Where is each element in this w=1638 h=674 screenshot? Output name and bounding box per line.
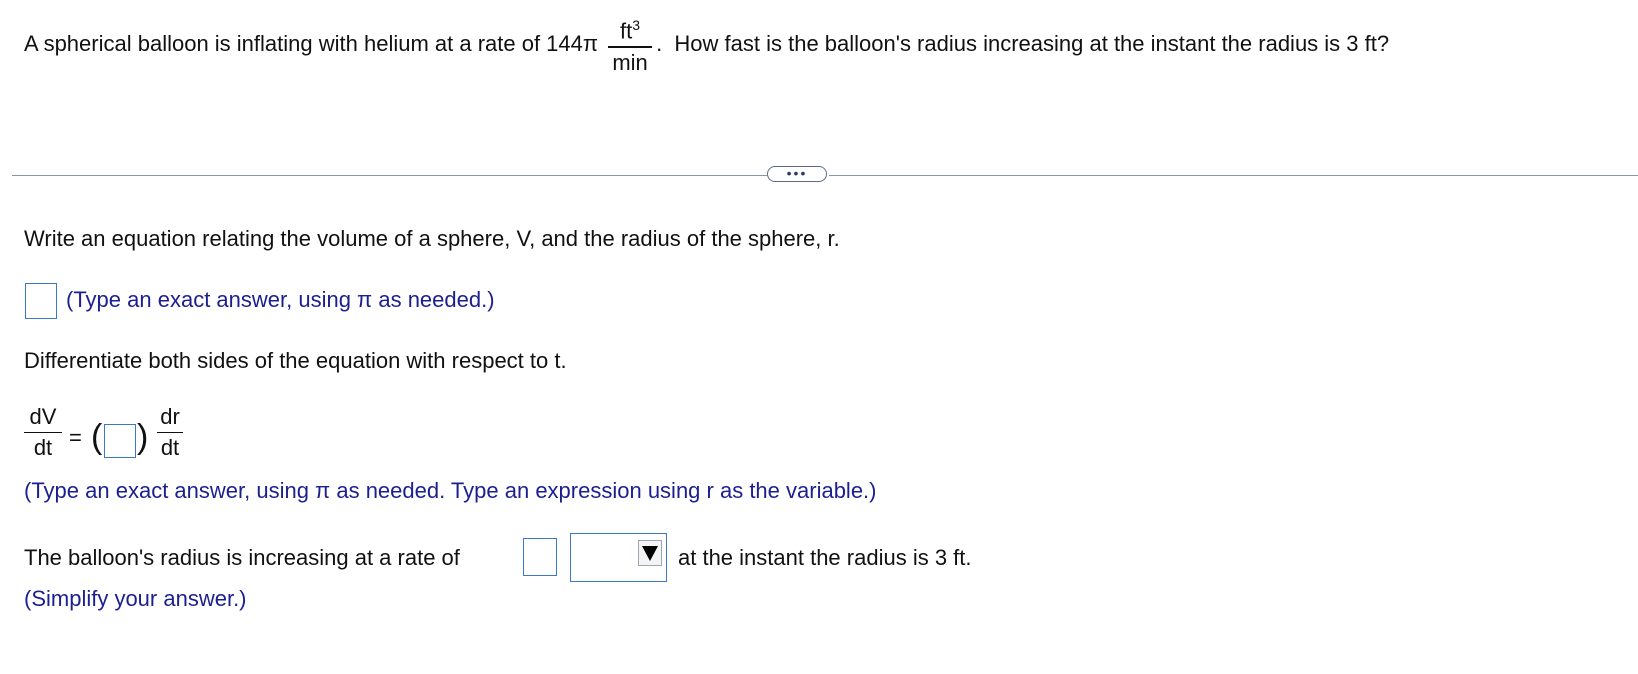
- rate-unit-denominator: min: [612, 50, 648, 76]
- equals-sign: =: [69, 425, 82, 450]
- dt-denominator: dt: [160, 435, 180, 460]
- volume-equation-input[interactable]: [25, 283, 57, 319]
- show-more-button[interactable]: •••: [767, 166, 827, 182]
- dropdown-arrow-icon[interactable]: [638, 540, 662, 566]
- units-dropdown[interactable]: [570, 533, 667, 582]
- fraction-bar: [157, 432, 183, 433]
- step3-text-before: The balloon's radius is increasing at a rate of: [24, 545, 460, 570]
- step1-hint: (Type an exact answer, using π as needed.): [66, 287, 495, 312]
- step3-hint: (Simplify your answer.): [24, 586, 247, 611]
- rate-unit-fraction: [608, 12, 652, 76]
- step1-prompt: Write an equation relating the volume of a sphere, V, and the radius of the sphere, r.: [24, 226, 840, 251]
- step2-prompt: Differentiate both sides of the equation with respect to t.: [24, 348, 567, 373]
- question-text-after: . How fast is the balloon's radius increasing at the instant the radius is 3 ft?: [656, 31, 1390, 56]
- dt-denominator: dt: [33, 435, 53, 460]
- fraction-bar: [24, 432, 62, 433]
- question-text-before: A spherical balloon is inflating with helium at a rate of 144π: [24, 31, 599, 56]
- radius-rate-input[interactable]: [523, 538, 557, 576]
- fraction-bar: [608, 46, 652, 48]
- dr-dt-fraction: [157, 404, 183, 461]
- dv-numerator: dV: [29, 404, 57, 429]
- close-paren: ): [137, 418, 149, 456]
- step2-hint: (Type an exact answer, using π as needed. Type an expression using r as the variable.): [24, 478, 877, 503]
- rate-unit-numerator: ft: [620, 18, 633, 44]
- rate-unit-exponent: 3: [632, 16, 641, 33]
- dr-numerator: dr: [160, 404, 180, 429]
- divider-line-left: [12, 175, 767, 176]
- dv-dt-fraction: [24, 404, 62, 461]
- divider-line-right: [829, 175, 1638, 176]
- triangle-down-icon: [639, 541, 661, 565]
- step3-text-after: at the instant the radius is 3 ft.: [678, 545, 972, 570]
- open-paren: (: [91, 418, 103, 456]
- question-text: [24, 4, 1389, 84]
- derivative-coefficient-input[interactable]: [104, 424, 136, 458]
